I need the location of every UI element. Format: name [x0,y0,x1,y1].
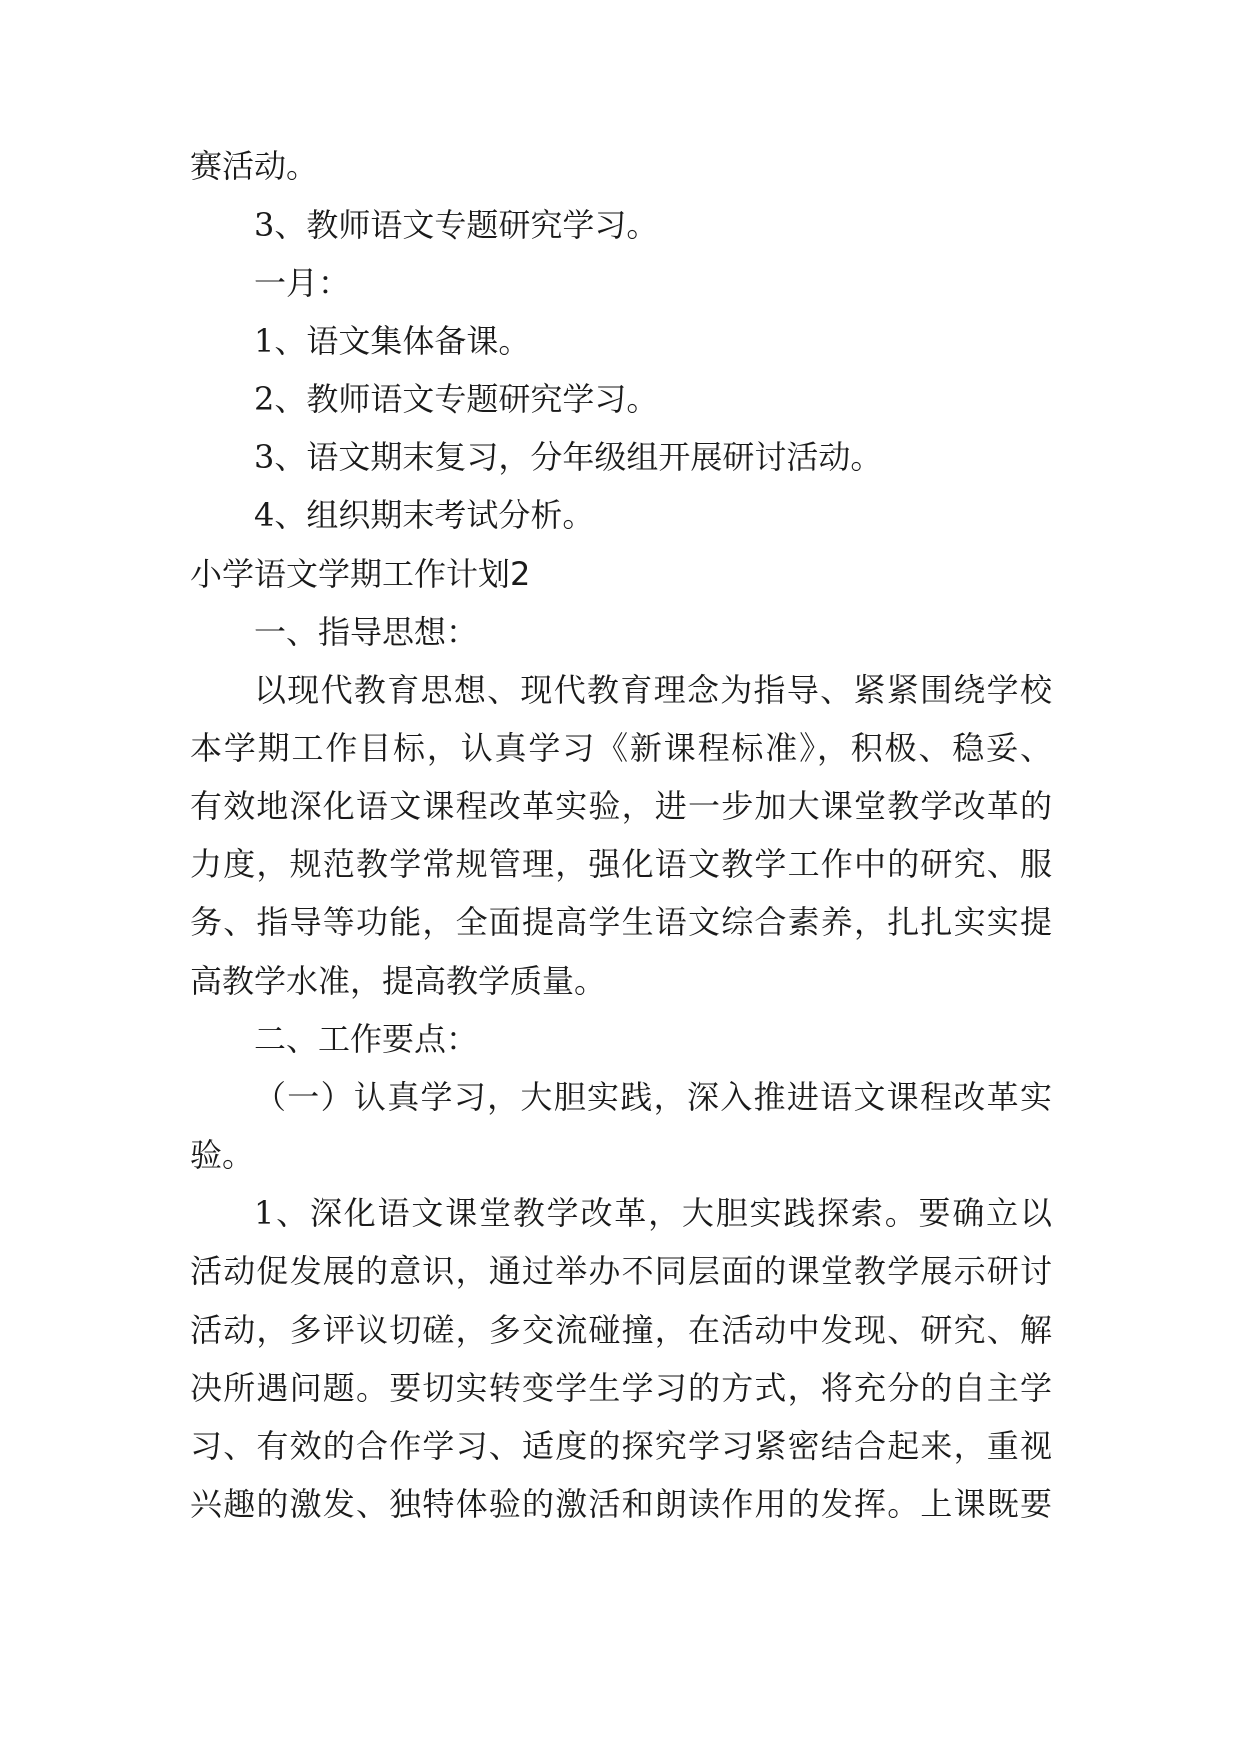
text-line: （一）认真学习，大胆实践，深入推进语文课程改革实 [254,1078,1052,1116]
text-line: 活动促发展的意识，通过举办不同层面的课堂教学展示研讨 [190,1252,1052,1290]
text-line: 3、教师语文专题研究学习。 [254,206,659,244]
text-line: 一月： [254,264,351,302]
text-line: 2、教师语文专题研究学习。 [254,380,659,418]
text-line: 二、工作要点： [254,1020,479,1058]
text-line: 以现代教育思想、现代教育理念为指导、紧紧围绕学校 [254,671,1052,709]
text-line: 高教学水准，提高教学质量。 [190,962,607,1000]
text-line: 验。 [190,1136,255,1174]
text-line: 赛活动。 [190,147,319,185]
text-line: 习、有效的合作学习、适度的探究学习紧密结合起来，重视 [190,1427,1052,1465]
text-line: 有效地深化语文课程改革实验，进一步加大课堂教学改革的 [190,787,1052,825]
text-line: 务、指导等功能，全面提高学生语文综合素养，扎扎实实提 [190,903,1052,941]
text-line: 3、语文期末复习，分年级组开展研讨活动。 [254,438,883,476]
text-line: 1、深化语文课堂教学改革，大胆实践探索。要确立以 [254,1194,1052,1232]
text-line: 一、指导思想： [254,613,479,651]
text-line: 活动，多评议切磋，多交流碰撞，在活动中发现、研究、解 [190,1311,1052,1349]
section-heading: 小学语文学期工作计划2 [190,555,531,593]
text-line: 1、语文集体备课。 [254,322,531,360]
text-line: 兴趣的激发、独特体验的激活和朗读作用的发挥。上课既要 [190,1485,1052,1523]
text-line: 力度，规范教学常规管理，强化语文教学工作中的研究、服 [190,845,1052,883]
text-line: 4、组织期末考试分析。 [254,496,595,534]
text-line: 决所遇问题。要切实转变学生学习的方式，将充分的自主学 [190,1369,1052,1407]
text-line: 本学期工作目标，认真学习《新课程标准》，积极、稳妥、 [190,729,1052,767]
